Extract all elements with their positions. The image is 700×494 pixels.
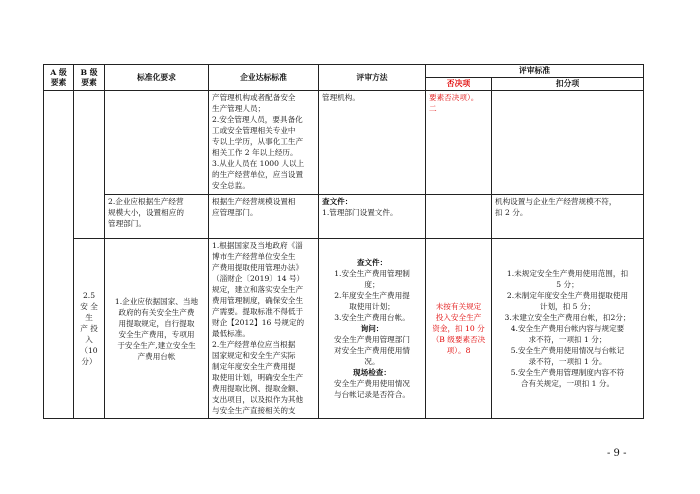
- header-a-text: A 级 要素: [50, 67, 67, 87]
- text-line: 安全生产费用使用情况: [334, 379, 410, 388]
- table-row: [44, 195, 644, 239]
- header-review-criteria: 评审标准: [426, 65, 644, 78]
- compliance-cell: [209, 239, 319, 419]
- compliance-cell: [209, 195, 319, 239]
- method-ask-title: 询问：: [360, 324, 384, 333]
- text-line: 度；: [364, 280, 380, 289]
- text-line: 根据生产经营规模设置相: [212, 197, 296, 206]
- text-line: 5 分；: [556, 280, 579, 289]
- text-line: 工或安全管理相关专业中: [212, 126, 296, 135]
- text-line: 应管理部门。: [212, 208, 258, 217]
- text-line: 3.安全生产费用台帐。: [334, 313, 410, 322]
- text-line: 对安全生产费用使用情: [334, 346, 410, 355]
- text-line: 相关工作 2 年以上经历。: [212, 148, 298, 157]
- text-line: 管理部门。: [108, 219, 146, 228]
- text-line: 扣 2 分。: [495, 208, 528, 217]
- method-text: 管理机构。: [322, 93, 360, 102]
- header-review-method: 评审方法: [319, 65, 426, 91]
- text-line: 规定，建立和落实安全生产: [212, 285, 304, 294]
- text-line: 博市生产经营单位安全生: [212, 252, 296, 261]
- method-cell: [319, 195, 426, 239]
- b-element-safety-investment: [74, 239, 105, 419]
- requirement-cell: [105, 195, 209, 239]
- header-compliance-standard: 企业达标标准: [209, 65, 319, 91]
- text-line: 费用提取比例、提取金额、: [212, 384, 304, 393]
- veto-cell: [426, 195, 492, 239]
- compliance-cell: [209, 91, 319, 195]
- text-line: 求不符，一项扣 1 分；: [528, 335, 607, 344]
- text-line: 资金，扣 10 分: [432, 324, 485, 333]
- header-a-level: [44, 65, 74, 91]
- text-line: 国家规定和安全生产实际: [212, 351, 296, 360]
- text-line: 产费用台帐: [137, 351, 176, 361]
- method-lines: [322, 207, 422, 218]
- text-line: 用提取规定，自行提取: [118, 318, 195, 328]
- text-line: 安全生产费用，专项用: [118, 329, 195, 339]
- header-veto: 否决项: [426, 78, 492, 91]
- text-line: 5.安全生产费用管理制度内容不符: [510, 368, 625, 377]
- text-line: 支出项目，以及拟作为其他: [212, 395, 304, 404]
- text-line: 产管理机构或者配备安全: [212, 93, 296, 102]
- standard-table: [43, 64, 644, 419]
- text-line: 的生产经营单位，应当设置: [212, 170, 304, 179]
- requirement-cell: [105, 239, 209, 419]
- text-line: 规模大小，设置相应的: [108, 208, 184, 217]
- method-site-lines: [322, 378, 422, 400]
- text-line: 2.企业应根据生产经营: [108, 197, 184, 206]
- text-line: 3.未建立安全生产费用台帐，扣2分；: [504, 313, 631, 322]
- text-line: 1.企业应依据国家、当地: [114, 296, 199, 306]
- text-line: 专以上学历，从事化工生产: [212, 137, 304, 146]
- b-element-text: 2.5 安 全 生 产 投 入 （10分）: [80, 291, 98, 366]
- text-line: 况。: [364, 357, 380, 366]
- text-line: 2.生产经营单位应当根据: [212, 340, 296, 349]
- text-line: 二: [429, 104, 437, 113]
- text-line: 于安全生产,建立安全生: [117, 340, 196, 350]
- method-ask-lines: [322, 334, 422, 367]
- text-line: 机构设置与企业生产经营规模不符，: [495, 197, 617, 206]
- text-line: 费用管理制度，确保安全生: [212, 296, 304, 305]
- text-line: 2.安全管理人员，要具备化: [212, 115, 303, 124]
- method-site-title: 现场检查：: [353, 368, 391, 377]
- text-line: 1.管理部门设置文件。: [322, 208, 398, 217]
- veto-cell: [426, 91, 492, 195]
- text-line: 3.从业人员在 1000 人以上: [212, 159, 305, 168]
- header-b-level: [74, 65, 105, 91]
- text-line: 未按有关规定: [435, 302, 482, 311]
- b-element-cell: [74, 91, 105, 239]
- text-line: 安全生产费用管理部门: [334, 335, 410, 344]
- table-row: [44, 239, 644, 419]
- text-line: 安全总监。: [212, 181, 250, 190]
- text-line: 取使用计划；: [349, 302, 395, 311]
- veto-cell: [426, 239, 492, 419]
- text-line: 投入安全生产: [435, 313, 482, 322]
- a-element-cell: [44, 91, 74, 419]
- text-line: 取使用计划，明确安全生产: [212, 373, 304, 382]
- text-line: 录不符，一项扣 1 分。: [528, 357, 607, 366]
- header-row-1: [44, 65, 644, 78]
- text-line: 1.根据国家及当地政府《淄: [212, 241, 303, 250]
- method-title: 查文件：: [322, 197, 353, 206]
- deduct-cell: [492, 91, 644, 195]
- text-line: 政府的有关安全生产费: [118, 307, 195, 317]
- method-cell: [319, 91, 426, 195]
- text-line: 产需要。提取标准不得低于: [212, 307, 304, 316]
- method-check-title: 查文件：: [356, 258, 388, 267]
- text-line: 2.年度安全生产费用提: [334, 291, 410, 300]
- text-line: 合有关规定，一项扣 1 分。: [520, 379, 615, 388]
- text-line: 最低标准。: [212, 329, 250, 338]
- text-line: 4.安全生产费用台帐内容与规定要: [510, 324, 625, 333]
- requirement-cell: [105, 91, 209, 195]
- table-row: [44, 91, 644, 195]
- text-line: 2.未制定年度安全生产费用提取使用: [506, 291, 629, 300]
- text-line: 1.安全生产费用管理制: [334, 269, 410, 278]
- deduct-cell: [492, 239, 644, 419]
- text-line: 与安全生产直接相关的支: [212, 406, 296, 415]
- header-deduct: 扣分项: [492, 78, 644, 91]
- text-line: 项）。8: [446, 346, 471, 355]
- text-line: 财企【2012】16 号规定的: [212, 318, 305, 327]
- text-line: （淄财企〔2019〕14 号）: [212, 274, 305, 283]
- method-check-lines: [322, 268, 422, 323]
- text-line: 与台帐记录是否符合。: [334, 390, 410, 399]
- text-line: （B 级要素否决: [431, 335, 486, 344]
- text-line: 1.未规定安全生产费用使用范围，扣: [506, 269, 629, 278]
- text-line: 生产管理人员；: [212, 104, 266, 113]
- text-line: 产费用提取使用管理办法》: [212, 263, 304, 272]
- page-number: - 9 -: [607, 448, 627, 459]
- text-line: 要素否决项）。: [429, 93, 479, 102]
- text-line: 制定年度安全生产费用提: [212, 362, 296, 371]
- header-standard-requirement: 标准化要求: [105, 65, 209, 91]
- text-line: 5.安全生产费用使用情况与台帐记: [510, 346, 625, 355]
- header-b-text: B 级 要素: [80, 67, 98, 87]
- deduct-cell: [492, 195, 644, 239]
- method-cell: [319, 239, 426, 419]
- text-line: 计划，扣 5 分；: [539, 302, 596, 311]
